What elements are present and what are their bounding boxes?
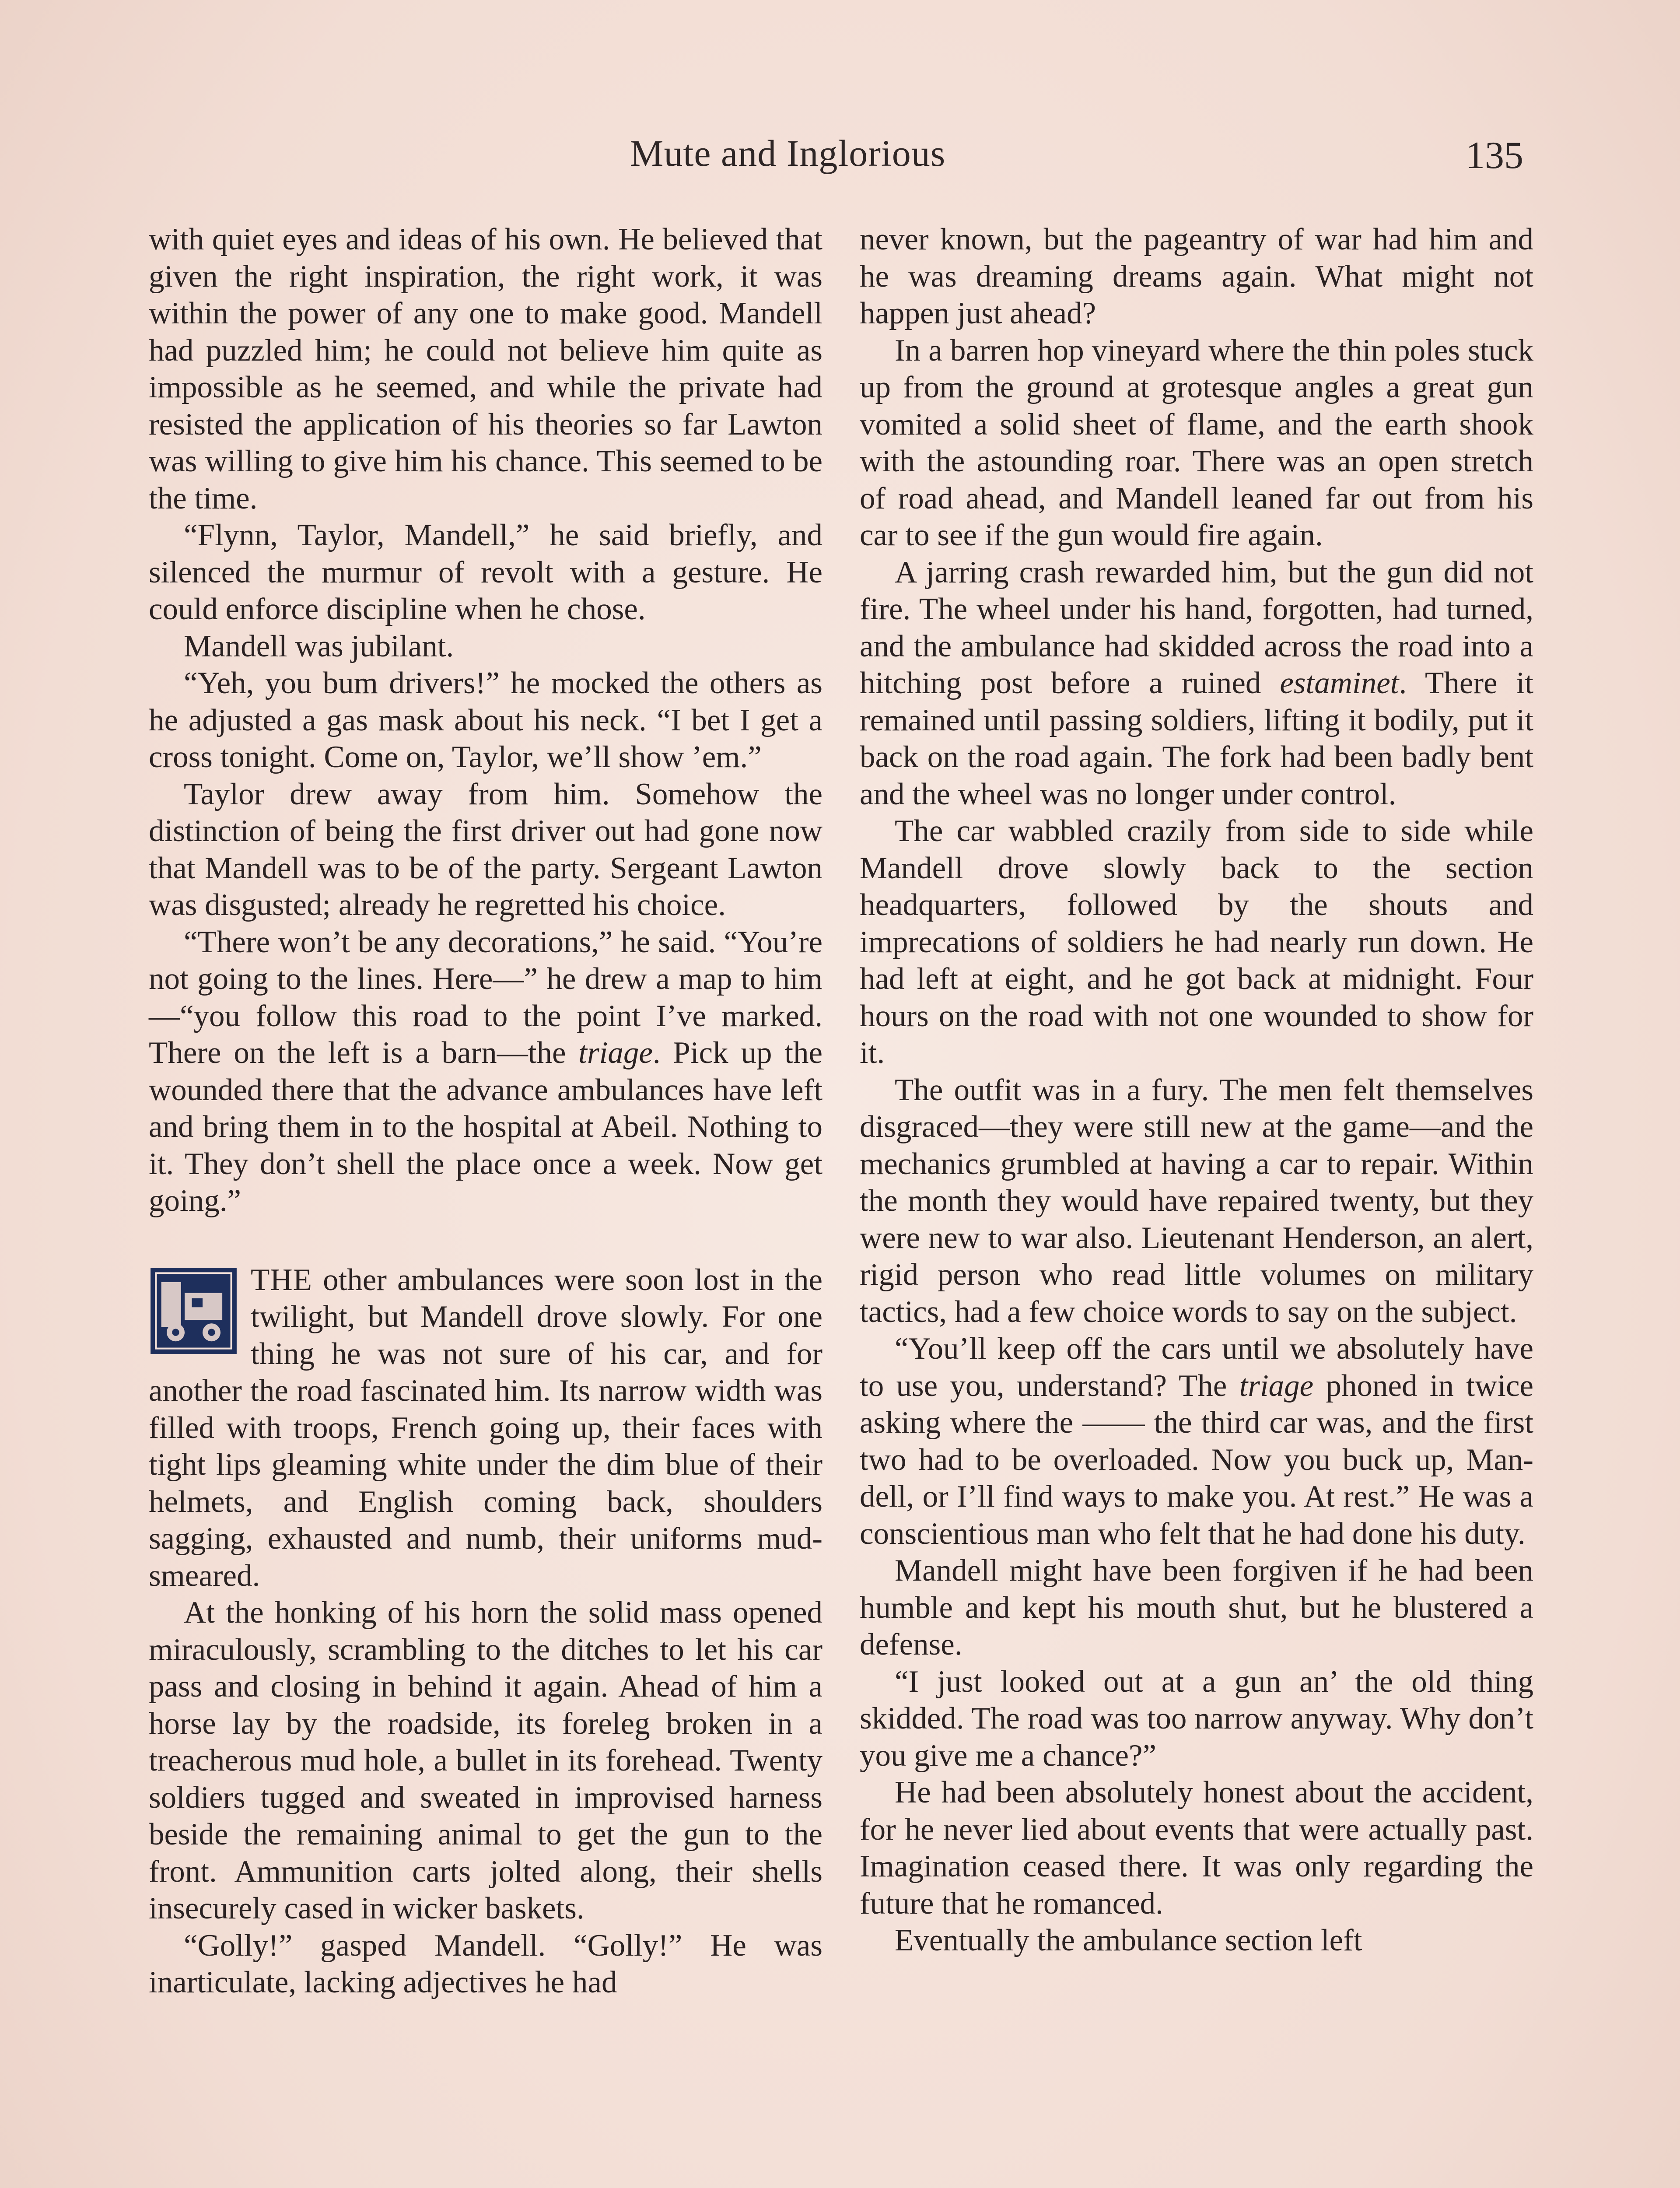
paragraph: “Golly!” gasped Mandell. “Golly!” He was inarticulate, lacking adjectives he had: [149, 1928, 822, 1999]
paragraph: At the honking of his horn the solid mass opened miraculously, scrambling to the ditches to let his car pass and closing in behind it again. Ahead of him a horse lay by the roadside, its foreleg broken in a treacherous mud hole, a bullet in its forehead. Twenty soldiers tugged and sweated in improvised harness beside the remaining animal to get the gun to the front. Ammunition carts jolted along, their shells insecurely cased in wicker baskets.: [149, 1595, 822, 1925]
decorative-initial-icon: [149, 1266, 238, 1356]
text-run: other ambulances were soon lost in the twilight, but Mandell drove slowly. For one thing he was not sure of his car, and for another the road fascinated him. Its narrow width was filled with troops, French going up, their faces with tight lips gleaming white under the dim blue of their helmets, and English coming back, shoulders sagging, exhausted and numb, their uniforms mud-smeared.: [149, 1262, 822, 1593]
text-run: A jarring crash rewarded him, but the gun did not fire. The wheel under his hand, forgotten, had turned, and the ambulance had skidded across the road into a hitching post before a ruined: [860, 555, 1533, 700]
italic-run: triage: [1239, 1368, 1314, 1403]
text-run: . There it remained until passing soldiers, lifting it bodily, put it back on the road again. The fork had been badly bent and the wheel was no longer under control.: [860, 666, 1533, 811]
right-column: [860, 221, 1533, 1959]
paragraph: “Yeh, you bum drivers!” he mocked the others as he adjusted a gas mask about his neck. “I bet I get a cross tonight. Come on, Taylor, we’ll show ’em.”: [149, 666, 822, 774]
paragraph: He had been absolutely honest about the accident, for he never lied about events that were actually past. Imagination ceased there. It was only regarding the future that he romanced.: [860, 1775, 1533, 1921]
text-run: phoned in twice asking where the —— the third car was, and the first two had to be overloaded. Now you buck up, Mandell, or I’ll find ways to make you. At rest.” He was a conscientious man who felt that he had done his duty.: [860, 1368, 1533, 1551]
running-title: Mute and Inglorious: [630, 132, 946, 174]
paragraph: Eventually the ambulance section left: [895, 1923, 1362, 1957]
paragraph: with quiet eyes and ideas of his own. He believed that given the right inspiration, the right work, it was within the power of any one to make good. Mandell had puzzled him; he could not believe him quite as impossible as he seemed, and while the private had resisted the application of his theories so far Lawton was willing to give him his chance. This seemed to be the time.: [149, 222, 822, 515]
paragraph: “Flynn, Taylor, Mandell,” he said briefly, and silenced the murmur of revolt with a gesture. He could enforce discipline when he chose.: [149, 518, 822, 626]
paragraph: [149, 924, 822, 1220]
italic-run: triage: [578, 1036, 653, 1070]
paragraph: Mandell might have been forgiven if he had been humble and kept his mouth shut, but he blustered a defense.: [860, 1553, 1533, 1662]
paragraph: Taylor drew away from him. Somehow the distinction of being the first driver out had gone now that Mandell was to be of the party. Sergeant Lawton was disgusted; already he regretted his choice.: [149, 777, 822, 922]
text-run: . Pick up the wounded there that the advance ambulances have left and bring them in to the hospital at Abeil. Nothing to it. They don’t shell the place once a week. Now get going.”: [149, 1036, 822, 1218]
lead-word: THE: [251, 1262, 313, 1297]
paragraph: “I just looked out at a gun an’ the old thing skidded. The road was too narrow anyway. Why don’t you give me a chance?”: [860, 1664, 1533, 1773]
paragraph: The car wabbled crazily from side to side while Mandell drove slowly back to the section headquarters, followed by the shouts and imprecations of soldiers he had nearly run down. He had left at eight, and he got back at midnight. Four hours on the road with not one wounded to show for it.: [860, 814, 1533, 1070]
paragraph: The outfit was in a fury. The men felt themselves disgraced—they were still new at the game—and the mechanics grumbled at having a car to repair. Within the month they would have repaired twenty, but they were new to war also. Lieutenant Henderson, an alert, rigid person who read little volumes on military tactics, had a few choice words to say on the subject.: [860, 1073, 1533, 1329]
text-run: “There won’t be any decorations,” he said. “You’re not going to the lines. Here—” he drew a map to him—“you follow this road to the point I’ve marked. There on the left is a barn—the: [149, 925, 822, 1070]
paragraph: [860, 554, 1533, 813]
italic-run: estaminet: [1280, 666, 1399, 700]
paragraph: [860, 1330, 1533, 1552]
section-opening-paragraph: [149, 1262, 822, 1595]
left-column: [149, 221, 822, 2001]
page-number: 135: [1466, 134, 1523, 177]
paragraph: In a barren hop vineyard where the thin poles stuck up from the ground at grotesque angles a great gun vomited a solid sheet of flame, and the earth shook with the astounding roar. There was an open stretch of road ahead, and Mandell leaned far out from his car to see if the gun would fire again.: [860, 333, 1533, 552]
paragraph: Mandell was jubilant.: [184, 629, 454, 663]
text-run: “You’ll keep off the cars until we absolutely have to use you, understand? The: [860, 1332, 1533, 1403]
paragraph: never known, but the pageantry of war had him and he was dreaming dreams again. What might not happen just ahead?: [860, 222, 1533, 330]
